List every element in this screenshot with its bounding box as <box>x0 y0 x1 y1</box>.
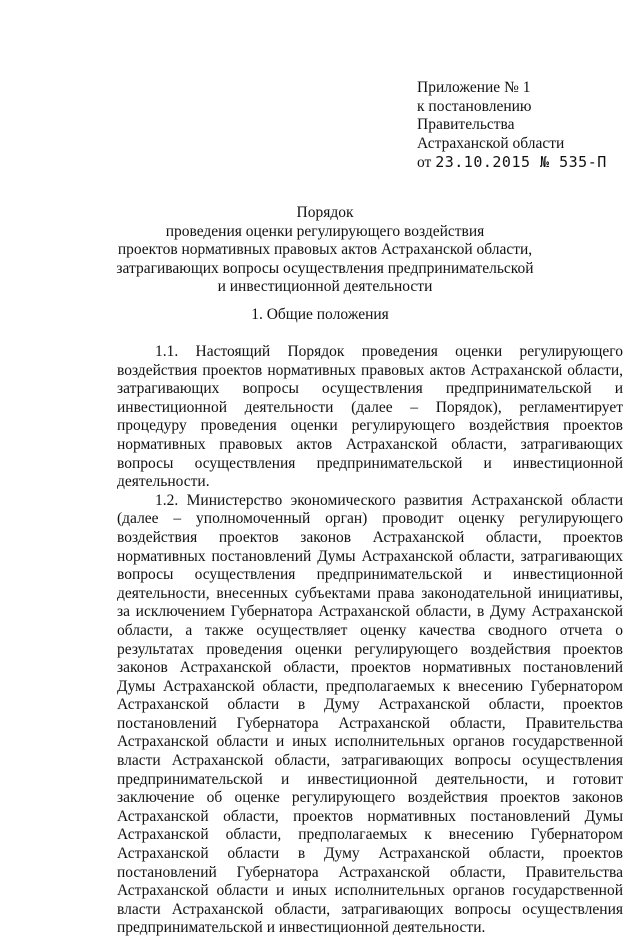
paragraph-1-1: 1.1. Настоящий Порядок проведения оценки регулирующего воздействия проектов нормативных правовых актов Астраханской области, затрагивающих вопросы осуществления предпринимательской и инвестиционной деятельности (далее – Порядок), регламентирует процедуру проведения оценки регулирующего воздействия проектов нормативных правовых актов Астраханской области, затрагивающих вопросы осуществления предпринимательской и инвестиционной деятельности. <box>117 343 623 491</box>
document-body <box>117 343 623 938</box>
appendix-date-prefix: от <box>417 154 432 172</box>
appendix-line-government: Правительства <box>417 116 515 134</box>
title-line-1: Порядок <box>296 204 354 221</box>
appendix-block <box>417 79 607 173</box>
appendix-date-value: 23.10.2015 № 535-П <box>435 153 607 172</box>
appendix-date-line <box>417 153 607 173</box>
document-title <box>110 204 540 297</box>
title-line-5: и инвестиционной деятельности <box>217 278 433 296</box>
title-line-2: проведения оценки регулирующего воздействия <box>165 222 485 240</box>
title-line-3: проектов нормативных правовых актов Астраханской области, <box>117 241 533 259</box>
title-line-4: затрагивающих вопросы осуществления предпринимательской <box>116 259 534 277</box>
appendix-line-number: Приложение № 1 <box>417 79 531 96</box>
paragraph-1-2: 1.2. Министерство экономического развития Астраханской области (далее – уполномоченный орган) проводит оценку регулирующего воздействия проектов законов Астраханской области, проектов нормативных постановлений Думы Астраханской области, затрагивающих вопросы осуществления предпринимательской и инвестиционной деятельности, внесенных субъектами права законодательной инициативы, за исключением Губернатора Астраханской области, в Думу Астраханской области, а также осуществляет оценку качества сводного отчета о результатах проведения оценки регулирующего воздействия проектов законов Астраханской области, проектов нормативных постановлений Думы Астраханской области, предполагаемых к внесению Губернатором Астраханской области в Думу Астраханской области, проектов постановлений Губернатора Астраханской области, Правительства Астраханской области и иных исполнительных органов государственной власти Астраханской области, затрагивающих вопросы осуществления предпринимательской и инвестиционной деятельности, и готовит заключение об оценке регулирующего воздействия проектов законов Астраханской области, проектов нормативных постановлений Думы Астраханской области, предполагаемых к внесению Губернатором Астраханской области в Думу Астраханской области, проектов постановлений Губернатора Астраханской области, Правительства Астраханской области и иных исполнительных органов государственной власти Астраханской области, затрагивающих вопросы осуществления предпринимательской и инвестиционной деятельности. <box>117 491 623 937</box>
appendix-line-resolution: к постановлению <box>417 97 532 115</box>
appendix-line-region: Астраханской области <box>417 134 565 152</box>
section-heading: 1. Общие положения <box>251 306 389 323</box>
